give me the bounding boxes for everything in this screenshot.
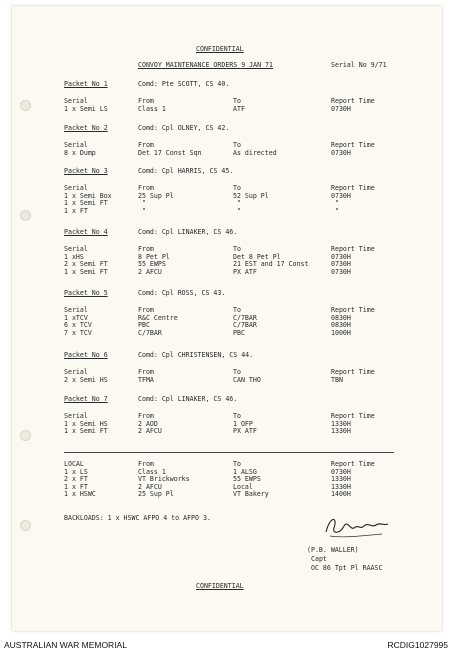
cell-report-time: 0730H [331, 267, 351, 276]
packet-name: Packet No 7 [64, 395, 108, 403]
packet-commander: Comd: Pte SCOTT, CS 40. [138, 80, 230, 88]
cell-report-time: 0730H [331, 104, 351, 113]
cell-serial: 2 x FT [64, 475, 88, 484]
local-label: LOCAL [64, 460, 84, 468]
cell-report-time: 0830H [331, 313, 351, 322]
cell-serial: 1 x Semi Box [64, 191, 112, 200]
column-header-to: To [233, 460, 241, 468]
cell-serial: 2 x Semi FT [64, 260, 108, 269]
footer-id: RCDIG1027995 [387, 640, 448, 650]
cell-report-time: 0730H [331, 191, 351, 200]
column-header-serial: Serial [64, 245, 88, 253]
column-header-report-time: Report Time [331, 245, 375, 253]
cell-report-time: 0730H [331, 467, 351, 476]
cell-serial: 6 x TCV [64, 321, 92, 330]
handwritten-signature [322, 512, 392, 542]
cell-from: 2 AFCU [138, 482, 162, 491]
column-header-to: To [233, 245, 241, 253]
column-header-to: To [233, 306, 241, 314]
signatory-rank: Capt [311, 555, 327, 563]
cell-to: PX ATF [233, 427, 257, 436]
cell-from: R&C Centre [138, 313, 178, 322]
cell-to: ATF [233, 104, 245, 113]
cell-serial: 8 x Dump [64, 148, 96, 157]
punch-hole [20, 100, 31, 111]
column-header-from: From [138, 412, 154, 420]
packet-name: Packet No 1 [64, 80, 108, 88]
cell-report-time: 1330H [331, 427, 351, 436]
column-header-report-time: Report Time [331, 97, 375, 105]
cell-from: " [142, 206, 146, 215]
cell-serial: 1 xHS [64, 252, 84, 261]
column-header-to: To [233, 97, 241, 105]
cell-report-time: " [335, 199, 339, 208]
document-title: CONVOY MAINTENANCE ORDERS 9 JAN 71 [138, 61, 273, 69]
column-header-from: From [138, 460, 154, 468]
cell-from: C/7BAR [138, 328, 162, 337]
serial-number: Serial No 9/71 [331, 61, 387, 69]
punch-hole [20, 520, 31, 531]
column-header-from: From [138, 245, 154, 253]
column-header-serial: Serial [64, 412, 88, 420]
classification-top: CONFIDENTIAL [196, 45, 244, 53]
signatory-name: (P.B. WALLER) [307, 546, 359, 554]
packet-name: Packet No 6 [64, 351, 108, 359]
column-header-from: From [138, 368, 154, 376]
cell-from: 25 Sup Pl [138, 490, 174, 499]
column-header-to: To [233, 141, 241, 149]
column-header-serial: Serial [64, 368, 88, 376]
punch-hole [20, 210, 31, 221]
cell-to: Det 8 Pet Pl [233, 252, 281, 261]
cell-to: 1 ALSG [233, 467, 257, 476]
cell-from: 55 EWPS [138, 260, 166, 269]
classification-bottom: CONFIDENTIAL [196, 582, 244, 590]
cell-to: 21 EST and 17 Const [233, 260, 309, 269]
cell-serial: 1 x Semi HS [64, 419, 108, 428]
packet-name: Packet No 2 [64, 124, 108, 132]
packet-commander: Comd: Cpl LINAKER, CS 46. [138, 228, 238, 236]
cell-serial: 1 x LS [64, 467, 88, 476]
cell-to: " [237, 199, 241, 208]
packet-commander: Comd: Cpl CHRISTENSEN, CS 44. [138, 351, 254, 359]
cell-report-time: 0830H [331, 321, 351, 330]
column-header-report-time: Report Time [331, 184, 375, 192]
cell-serial: 1 x Semi LS [64, 104, 108, 113]
cell-to: C/7BAR [233, 313, 257, 322]
packet-commander: Comd: Cpl HARRIS, CS 45. [138, 167, 234, 175]
cell-serial: 7 x TCV [64, 328, 92, 337]
column-header-from: From [138, 141, 154, 149]
cell-report-time: 1000H [331, 328, 351, 337]
packet-name: Packet No 3 [64, 167, 108, 175]
column-header-to: To [233, 184, 241, 192]
packet-name: Packet No 5 [64, 289, 108, 297]
cell-from: " [142, 199, 146, 208]
cell-from: TFMA [138, 375, 154, 384]
cell-from: PBC [138, 321, 150, 330]
cell-from: 2 AOD [138, 419, 158, 428]
packet-name: Packet No 4 [64, 228, 108, 236]
column-header-report-time: Report Time [331, 460, 375, 468]
cell-serial: 1 x FT [64, 206, 88, 215]
cell-report-time: 1400H [331, 490, 351, 499]
backloads-note: BACKLOADS: 1 x HSWC AFPO 4 to AFPO 3. [64, 514, 211, 522]
cell-serial: 1 x FT [64, 482, 88, 491]
cell-serial: 1 x Semi FT [64, 267, 108, 276]
cell-serial: 1 x Semi FT [64, 427, 108, 436]
cell-from: 8 Pet Pl [138, 252, 170, 261]
cell-report-time: TBN [331, 375, 343, 384]
cell-to: As directed [233, 148, 277, 157]
column-header-report-time: Report Time [331, 141, 375, 149]
cell-report-time: 1330H [331, 419, 351, 428]
cell-serial: 1 xTCV [64, 313, 88, 322]
signatory-unit: OC 86 Tpt Pl RAASC [311, 564, 383, 572]
cell-serial: 1 x HSWC [64, 490, 96, 499]
cell-from: Class 1 [138, 104, 166, 113]
cell-report-time: 1330H [331, 482, 351, 491]
cell-report-time: 0730H [331, 252, 351, 261]
cell-serial: 1 x Semi FT [64, 199, 108, 208]
cell-to: 52 Sup Pl [233, 191, 269, 200]
cell-report-time: 1330H [331, 475, 351, 484]
cell-to: VT Bakery [233, 490, 269, 499]
column-header-serial: Serial [64, 306, 88, 314]
column-header-serial: Serial [64, 97, 88, 105]
punch-hole [20, 430, 31, 441]
cell-to: 55 EWPS [233, 475, 261, 484]
archive-footer [0, 636, 454, 654]
column-header-from: From [138, 306, 154, 314]
column-header-to: To [233, 412, 241, 420]
column-header-serial: Serial [64, 141, 88, 149]
cell-report-time: " [335, 206, 339, 215]
cell-from: 25 Sup Pl [138, 191, 174, 200]
cell-from: Class 1 [138, 467, 166, 476]
cell-report-time: 0730H [331, 260, 351, 269]
packet-commander: Comd: Cpl OLNEY, CS 42. [138, 124, 230, 132]
section-divider [64, 452, 394, 453]
cell-to: PBC [233, 328, 245, 337]
column-header-report-time: Report Time [331, 368, 375, 376]
cell-serial: 2 x Semi HS [64, 375, 108, 384]
cell-to: Local [233, 482, 253, 491]
footer-source: AUSTRALIAN WAR MEMORIAL [4, 640, 127, 650]
column-header-to: To [233, 368, 241, 376]
cell-to: PX ATF [233, 267, 257, 276]
column-header-serial: Serial [64, 184, 88, 192]
cell-to: CAN THO [233, 375, 261, 384]
cell-from: 2 AFCU [138, 267, 162, 276]
cell-to: " [237, 206, 241, 215]
cell-to: 1 OFP [233, 419, 253, 428]
column-header-from: From [138, 97, 154, 105]
cell-to: C/7BAR [233, 321, 257, 330]
column-header-report-time: Report Time [331, 412, 375, 420]
packet-commander: Comd: Cpl ROSS, CS 43. [138, 289, 226, 297]
cell-report-time: 0730H [331, 148, 351, 157]
cell-from: Det 17 Const Sqn [138, 148, 202, 157]
cell-from: VT Brickworks [138, 475, 190, 484]
column-header-from: From [138, 184, 154, 192]
column-header-report-time: Report Time [331, 306, 375, 314]
cell-from: 2 AFCU [138, 427, 162, 436]
packet-commander: Comd: Cpl LINAKER, CS 46. [138, 395, 238, 403]
